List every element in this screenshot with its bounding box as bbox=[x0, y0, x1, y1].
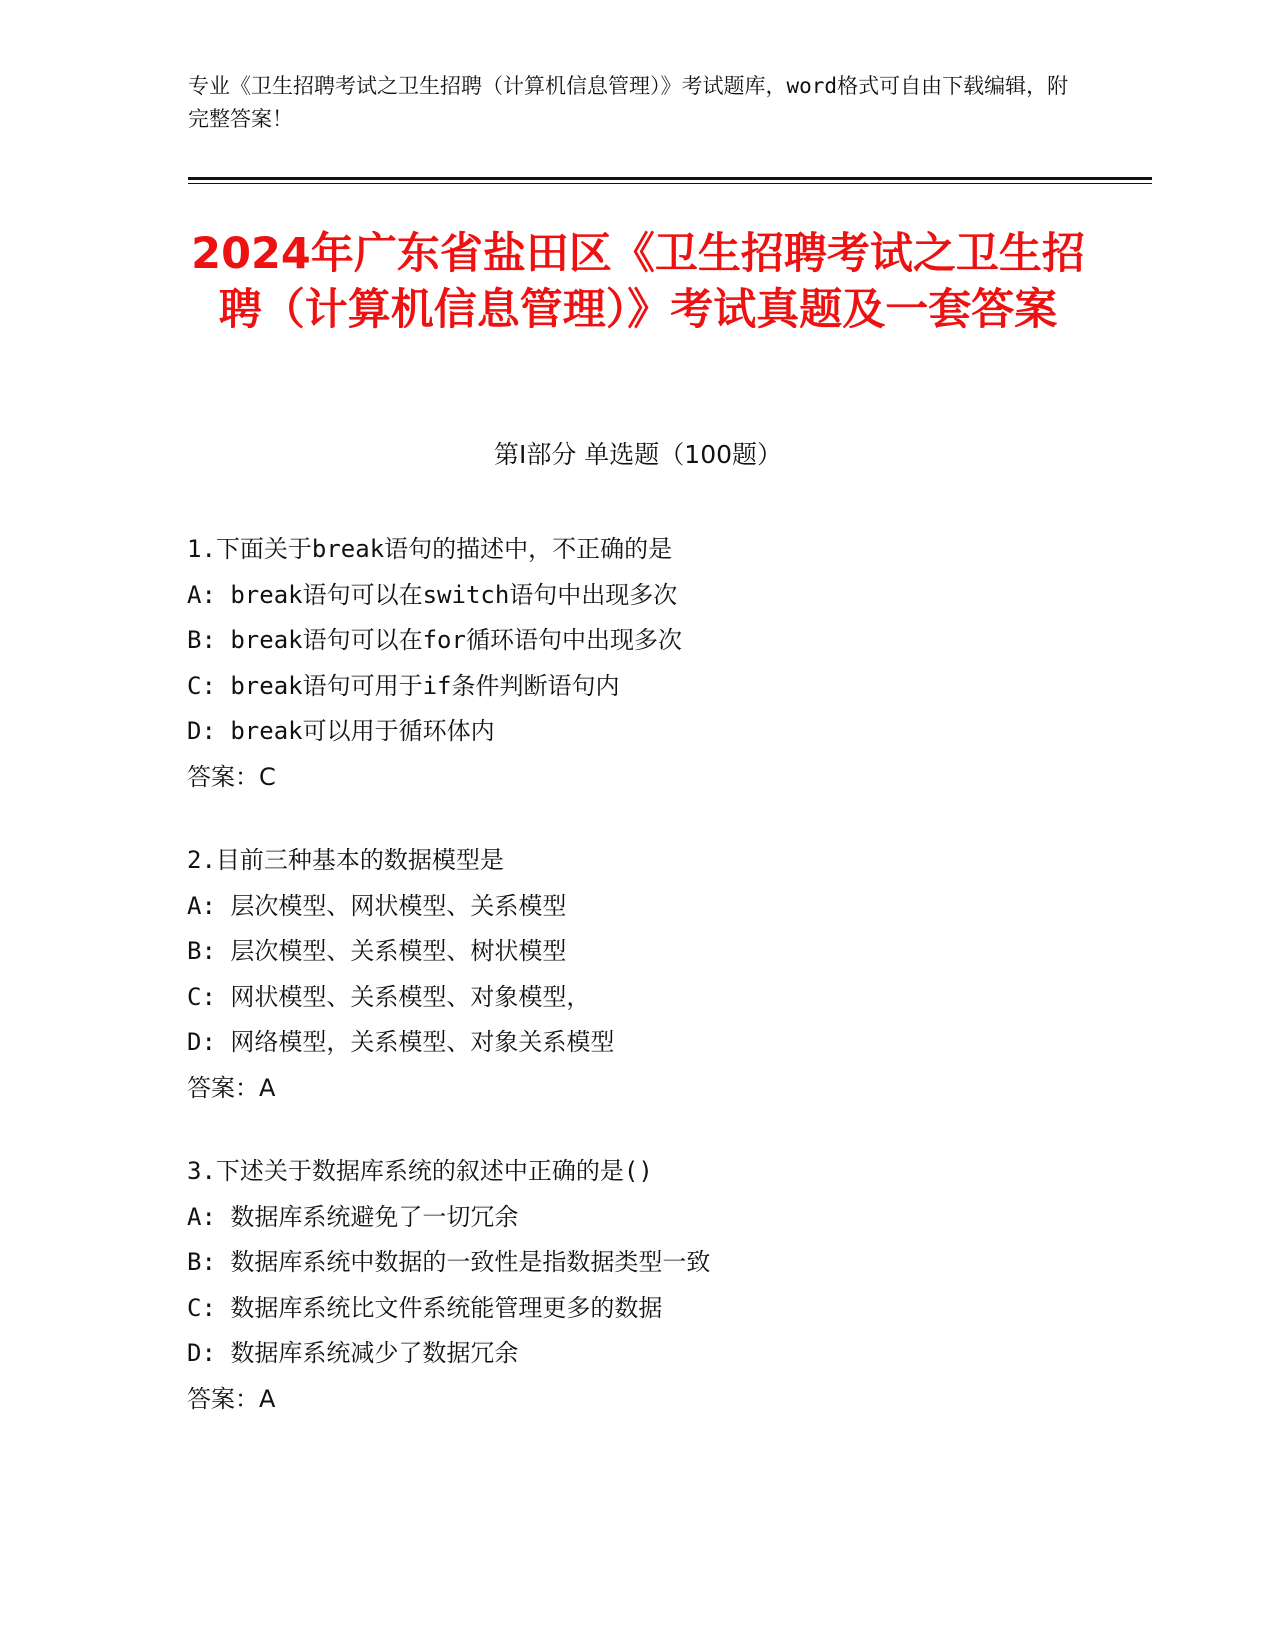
option-a: A: 数据库系统避免了一切冗余 bbox=[187, 1202, 519, 1231]
answer: 答案：A bbox=[187, 1384, 276, 1413]
option-a: A: 层次模型、网状模型、关系模型 bbox=[187, 891, 567, 920]
answer: 答案：A bbox=[187, 1073, 276, 1102]
option-c: C: 数据库系统比文件系统能管理更多的数据 bbox=[187, 1293, 663, 1322]
answer: 答案：C bbox=[187, 762, 276, 791]
option-c: C: break语句可用于if条件判断语句内 bbox=[187, 671, 620, 700]
document-title: 2024年广东省盐田区《卫生招聘考试之卫生招聘（计算机信息管理）》考试真题及一套答案 bbox=[191, 229, 1085, 335]
section-title: 第Ⅰ部分 单选题（100题） bbox=[493, 440, 783, 469]
question-stem: 1.下面关于break语句的描述中，不正确的是 bbox=[187, 535, 673, 563]
question-stem: 3.下述关于数据库系统的叙述中正确的是() bbox=[187, 1157, 653, 1185]
header-note: 专业《卫生招聘考试之卫生招聘（计算机信息管理）》考试题库，word格式可自由下载编辑，附完整答案！ bbox=[188, 74, 1069, 131]
header-rule-thick bbox=[188, 177, 1152, 180]
question-1 bbox=[187, 527, 1087, 800]
question-list bbox=[187, 527, 1087, 1460]
question-stem: 2.目前三种基本的数据模型是 bbox=[187, 846, 504, 874]
option-d: D: 数据库系统减少了数据冗余 bbox=[187, 1339, 519, 1367]
option-d: D: break可以用于循环体内 bbox=[187, 717, 495, 745]
option-d: D: 网络模型，关系模型、对象关系模型 bbox=[187, 1028, 615, 1056]
header-rule-thin bbox=[188, 183, 1152, 184]
question-2 bbox=[187, 838, 1087, 1111]
option-b: B: break语句可以在for循环语句中出现多次 bbox=[187, 626, 682, 654]
question-3 bbox=[187, 1149, 1087, 1422]
option-b: B: 层次模型、关系模型、树状模型 bbox=[187, 937, 567, 965]
option-c: C: 网状模型、关系模型、对象模型， bbox=[187, 982, 591, 1011]
option-b: B: 数据库系统中数据的一致性是指数据类型一致 bbox=[187, 1248, 711, 1276]
option-a: A: break语句可以在switch语句中出现多次 bbox=[187, 580, 678, 609]
